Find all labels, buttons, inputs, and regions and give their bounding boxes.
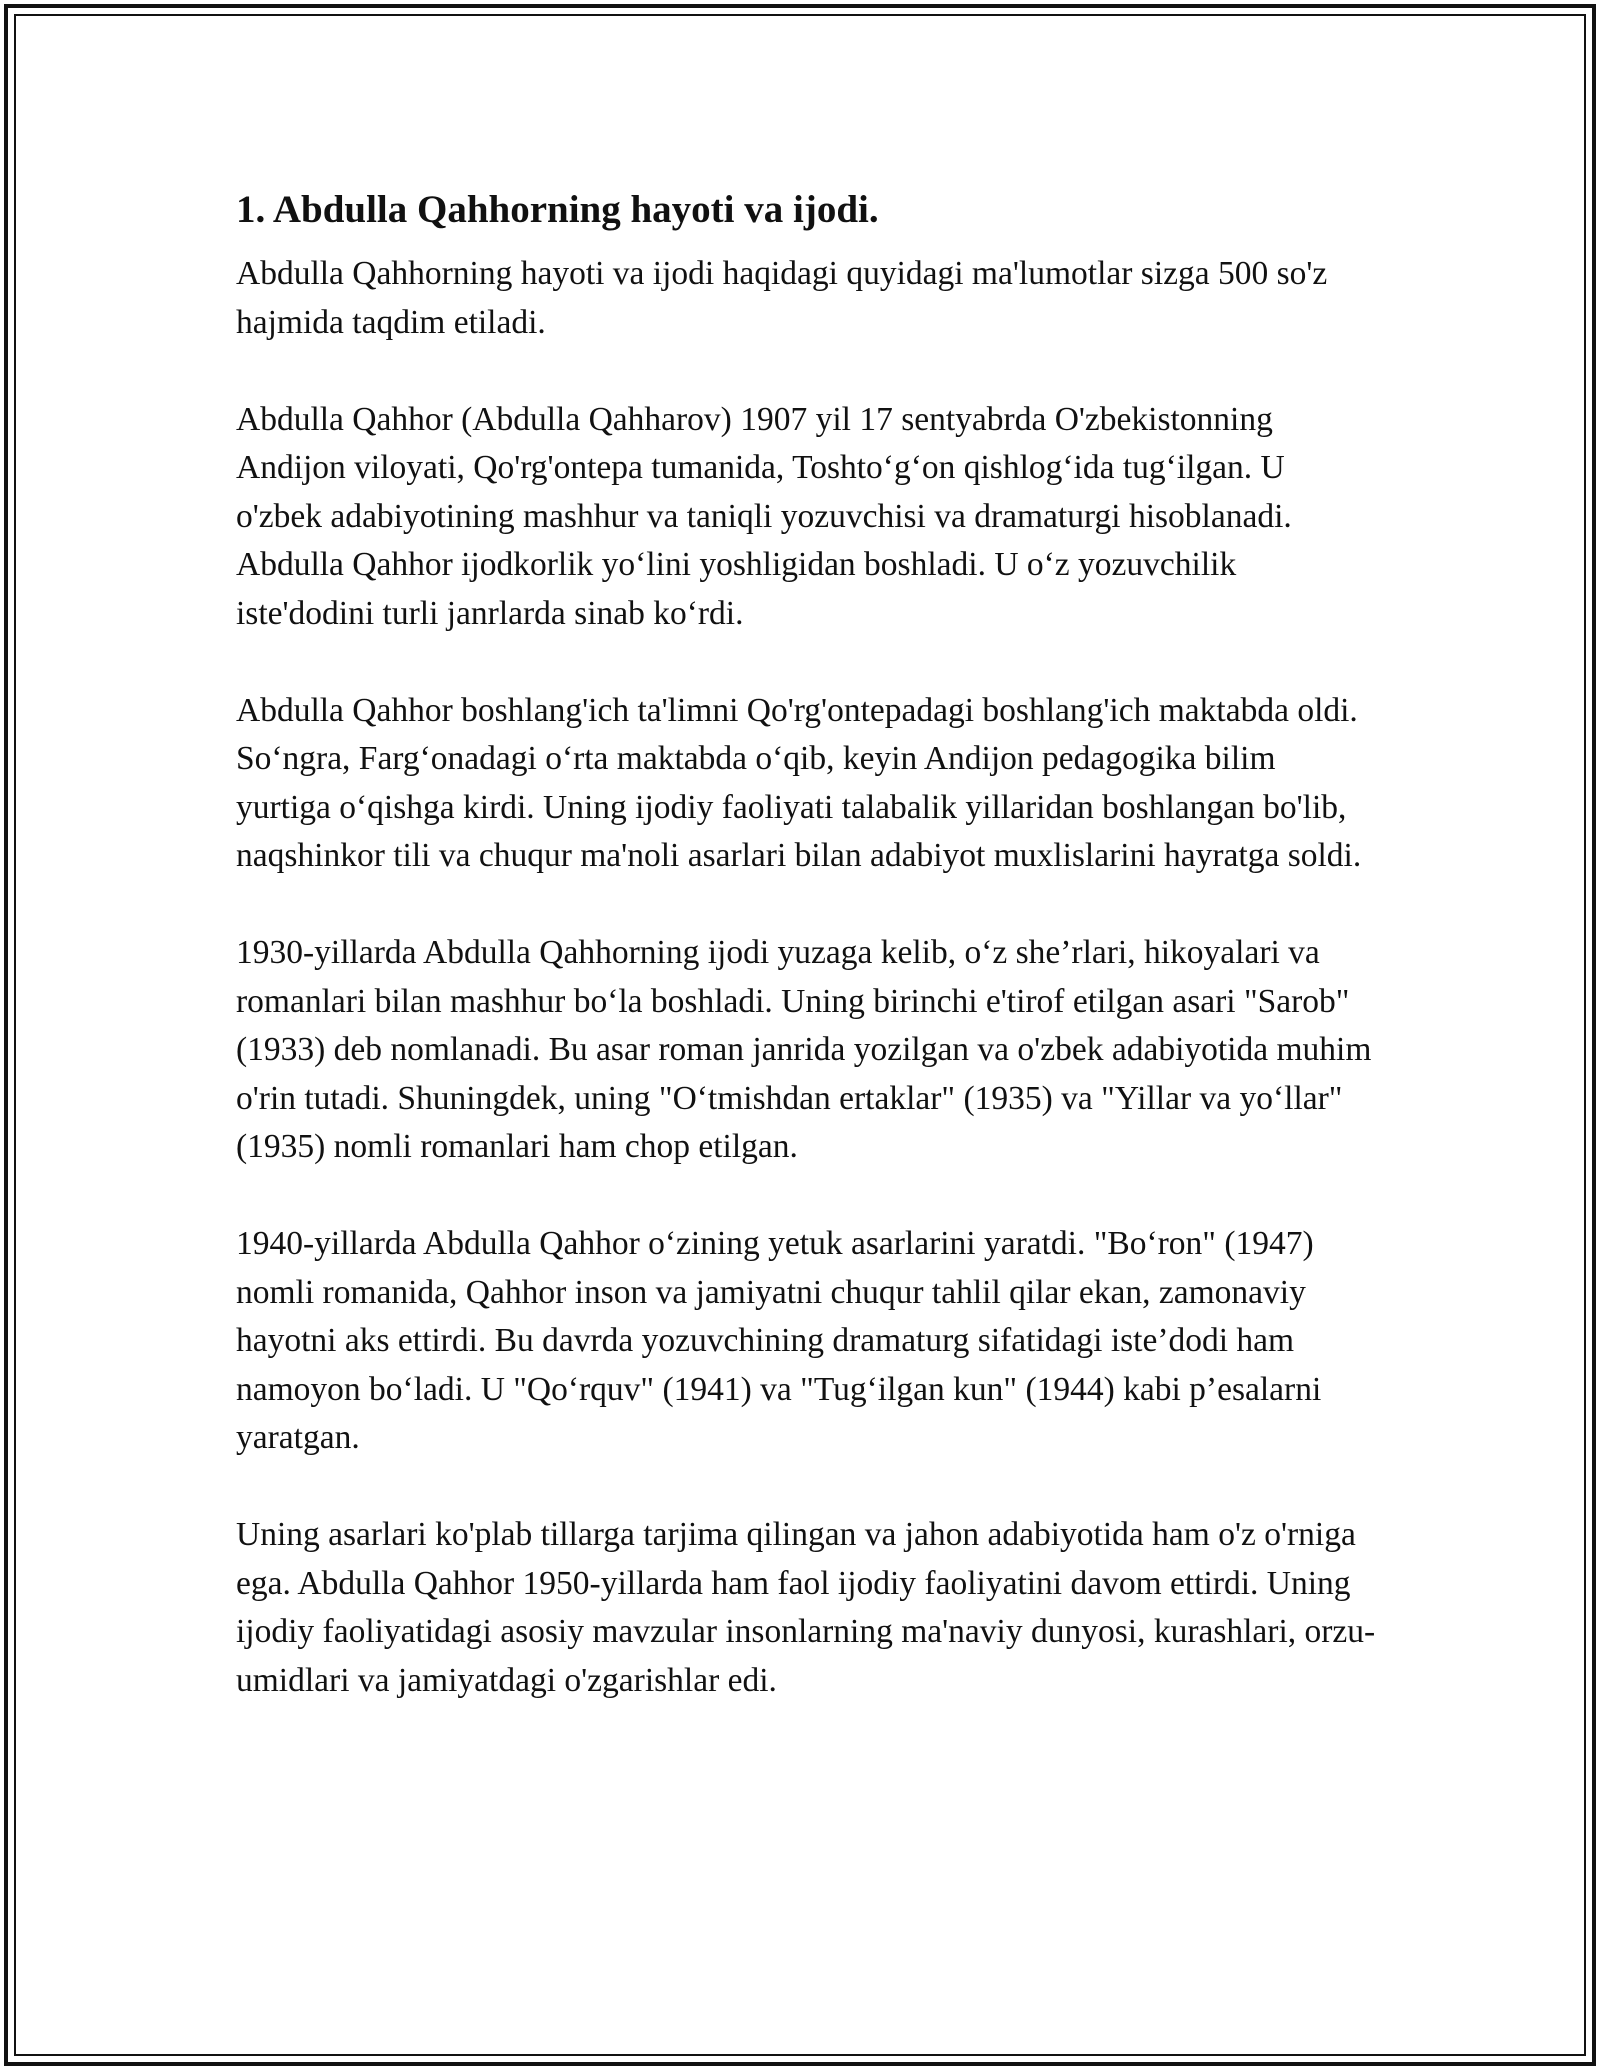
paragraph-1930s: 1930-yillarda Abdulla Qahhorning ijodi yuzaga kelib, o‘z she’rlari, hikoyalari va romanlari bilan mashhur bo‘la boshladi. Uning birinchi e'tirof etilgan asari "Sarob" (1933) deb nomlanadi. Bu asar roman janrida yozilgan va o'zbek adabiyotida muhim o'rin tutadi. Shuningdek, uning "O‘tmishdan ertaklar" (1935) va "Yillar va yo‘llar" (1935) nomli romanlari ham chop etilgan. [236, 934, 1372, 1165]
paragraph-legacy: Uning asarlari ko'plab tillarga tarjima qilingan va jahon adabiyotida ham o'z o'rniga ega. Abdulla Qahhor 1950-yillarda ham faol ijodiy faoliyatini davom ettirdi. Uning ijodiy faoliyatidagi asosiy mavzular insonlarning ma'naviy dunyosi, kurashlari, orzu-umidlari va jamiyatdagi o'zgarishlar edi. [236, 1516, 1376, 1699]
paragraph-education: Abdulla Qahhor boshlang'ich ta'limni Qo'rg'ontepadagi boshlang'ich maktabda oldi. So‘ngra, Farg‘onadagi o‘rta maktabda o‘qib, keyin Andijon pedagogika bilim yurtiga o‘qishga kirdi. Uning ijodiy faoliyati talabalik yillaridan boshlangan bo'lib, naqshinkor tili va chuqur ma'noli asarlari bilan adabiyot muxlislarini hayratga soldi. [236, 691, 1362, 874]
paragraph-birth: Abdulla Qahhor (Abdulla Qahharov) 1907 yil 17 sentyabrda O'zbekistonning Andijon viloyati, Qo'rg'ontepa tumanida, Toshto‘g‘on qishlog‘ida tug‘ilgan. U o'zbek adabiyotining mashhur va taniqli yozuvchisi va dramaturgi hisoblanadi. Abdulla Qahhor ijodkorlik yo‘lini yoshligidan boshladi. U o‘z yozuvchilik iste'dodini turli janrlarda sinab ko‘rdi. [236, 400, 1292, 632]
document-title: 1. Abdulla Qahhorning hayoti va ijodi. [236, 188, 879, 231]
paragraph-intro: Abdulla Qahhorning hayoti va ijodi haqidagi quyidagi ma'lumotlar sizga 500 so'z hajmida taqdim etiladi. [236, 255, 1328, 341]
document-body [236, 186, 1376, 1754]
paragraph-1940s: 1940-yillarda Abdulla Qahhor o‘zining yetuk asarlarini yaratdi. "Bo‘ron" (1947) nomli romanida, Qahhor inson va jamiyatni chuqur tahlil qilar ekan, zamonaviy hayotni aks ettirdi. Bu davrda yozuvchining dramaturg sifatidagi iste’dodi ham namoyon bo‘ladi. U "Qo‘rquv" (1941) va "Tug‘ilgan kun" (1944) kabi p’esalarni yaratgan. [236, 1225, 1322, 1456]
